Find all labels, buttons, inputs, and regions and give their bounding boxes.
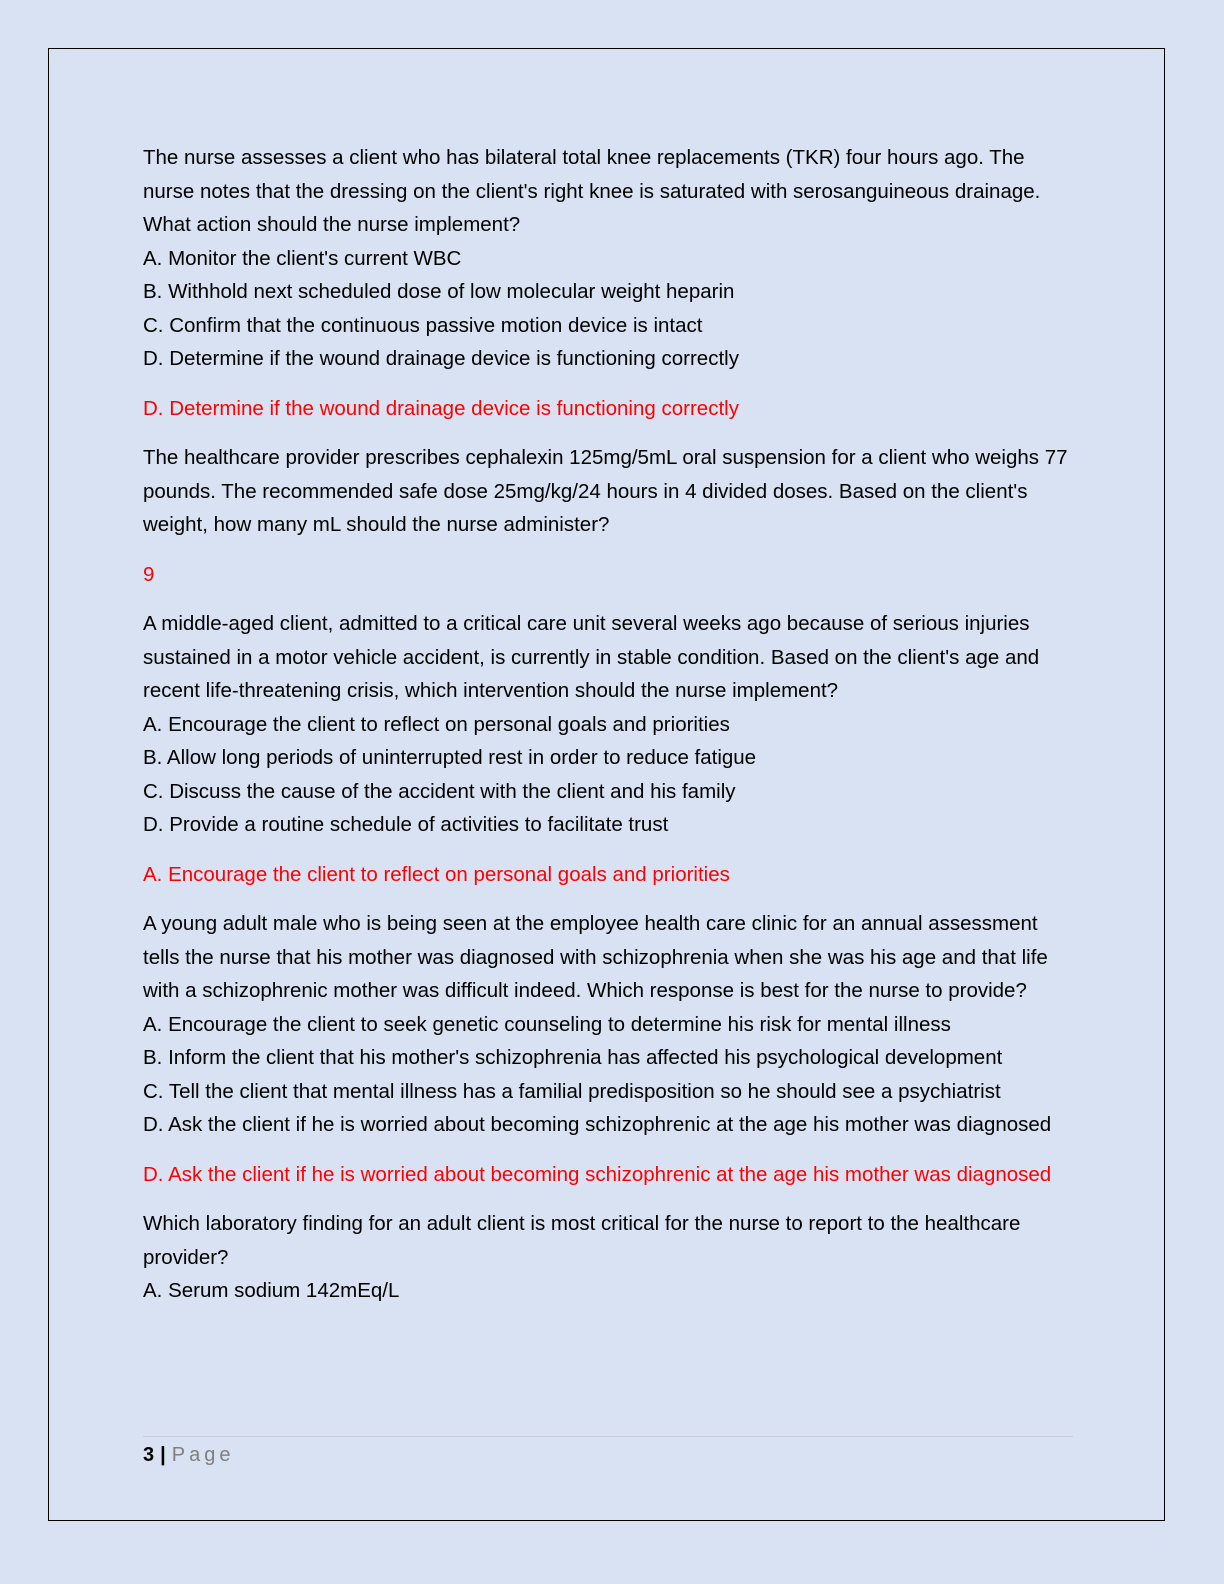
answer-option: C. Confirm that the continuous passive motion device is intact: [143, 313, 703, 337]
answer-option: A. Serum sodium 142mEq/L: [143, 1279, 400, 1302]
question-block: [143, 141, 1078, 376]
question-text: The nurse assesses a client who has bilateral total knee replacements (TKR) four hours ago. The nurse notes that the dressing on the client's right knee is saturated with serosanguineous drainage. What action should the nurse implement?: [143, 146, 1041, 236]
page-label: Page: [171, 1444, 235, 1466]
page-footer: [143, 1436, 1073, 1470]
footer-separator: |: [160, 1444, 166, 1466]
answer-option: D. Ask the client if he is worried about becoming schizophrenic at the age his mother was diagnosed: [143, 1113, 1052, 1136]
question-text: The healthcare provider prescribes cephalexin 125mg/5mL oral suspension for a client who weighs 77 pounds. The recommended safe dose 25mg/kg/24 hours in 4 divided doses. Based on the client's weight, how many mL should the nurse administer?: [143, 446, 1068, 536]
question-block: [143, 1207, 1078, 1308]
page-number: 3: [143, 1444, 155, 1466]
answer-option: A. Monitor the client's current WBC: [143, 246, 462, 270]
question-text: Which laboratory finding for an adult client is most critical for the nurse to report to the healthcare provider?: [143, 1212, 1021, 1269]
answer-option: B. Inform the client that his mother's schizophrenia has affected his psychological development: [143, 1046, 1003, 1069]
correct-answer: D. Ask the client if he is worried about becoming schizophrenic at the age his mother was diagnosed: [143, 1162, 1052, 1186]
answer-option: B. Allow long periods of uninterrupted rest in order to reduce fatigue: [143, 746, 757, 769]
answer-option: A. Encourage the client to seek genetic counseling to determine his risk for mental illness: [143, 1012, 951, 1036]
question-block: [143, 907, 1078, 1142]
question-block: [143, 607, 1078, 842]
correct-answer: A. Encourage the client to reflect on personal goals and priorities: [143, 862, 730, 886]
correct-answer: 9: [143, 562, 155, 586]
correct-answer: D. Determine if the wound drainage device is functioning correctly: [143, 396, 739, 420]
question-block: [143, 441, 1078, 542]
answer-option: C. Discuss the cause of the accident with the client and his family: [143, 779, 736, 803]
answer-option: D. Provide a routine schedule of activities to facilitate trust: [143, 813, 669, 836]
answer-option: C. Tell the client that mental illness has a familial predisposition so he should see a psychiatrist: [143, 1079, 1001, 1103]
question-text: A young adult male who is being seen at the employee health care clinic for an annual assessment tells the nurse that his mother was diagnosed with schizophrenia when she was his age and that life with a schizophrenic mother was difficult indeed. Which response is best for the nurse to provide?: [143, 912, 1048, 1002]
answer-option: B. Withhold next scheduled dose of low molecular weight heparin: [143, 280, 735, 303]
answer-option: D. Determine if the wound drainage device is functioning correctly: [143, 347, 739, 370]
document-body: [143, 141, 1078, 1324]
answer-option: A. Encourage the client to reflect on personal goals and priorities: [143, 712, 730, 736]
question-text: A middle-aged client, admitted to a critical care unit several weeks ago because of serious injuries sustained in a motor vehicle accident, is currently in stable condition. Based on the client's age and recent life-threatening crisis, which intervention should the nurse implement?: [143, 612, 1040, 702]
